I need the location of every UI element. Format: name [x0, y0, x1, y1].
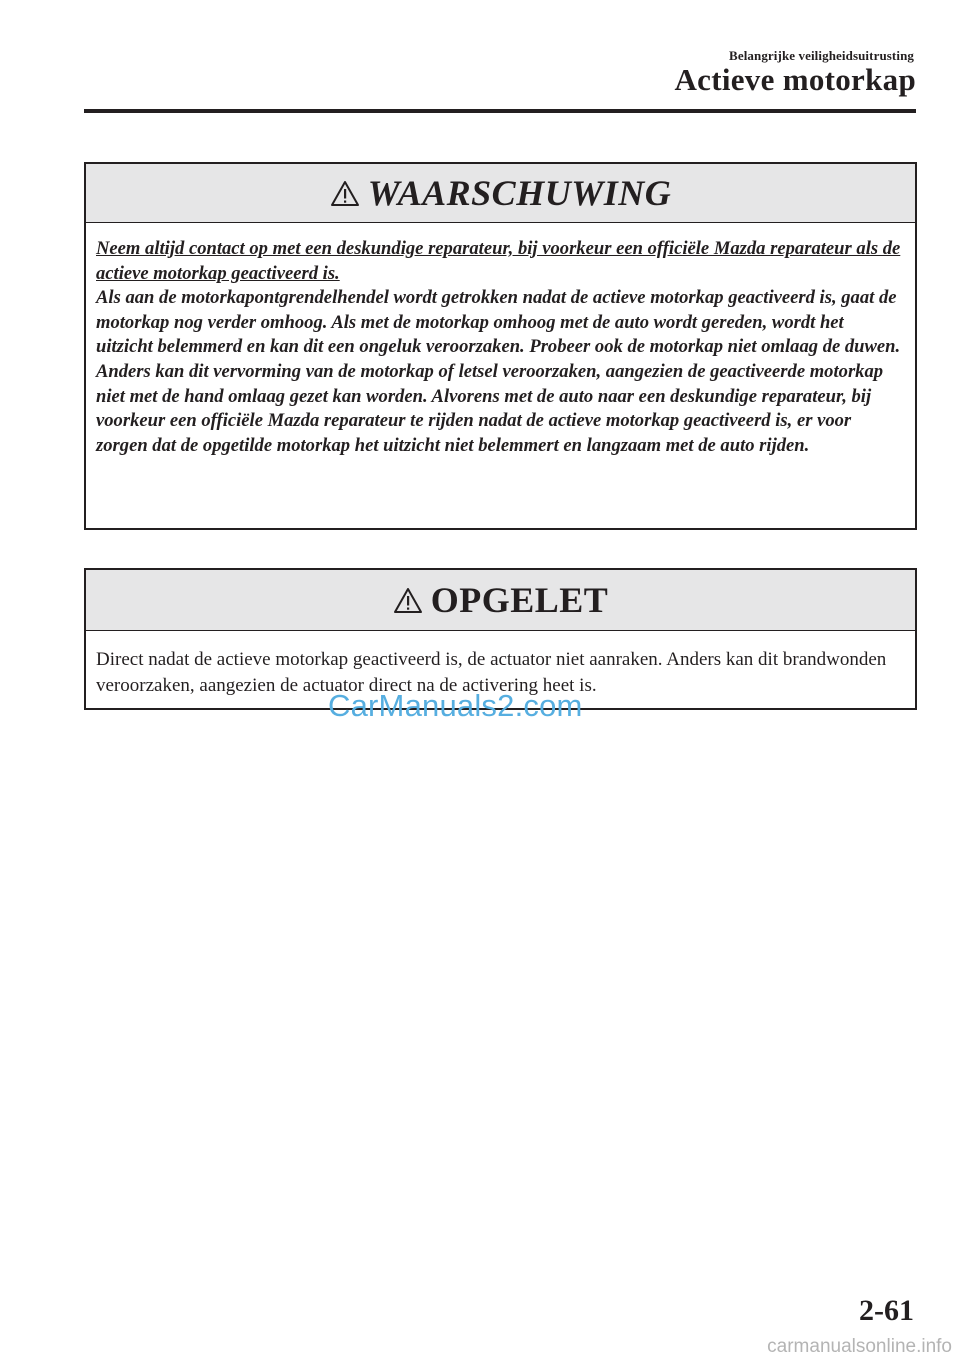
header-divider	[84, 109, 916, 113]
page-title: Actieve motorkap	[674, 62, 916, 97]
warning-triangle-icon	[393, 587, 423, 614]
warning-header	[86, 164, 915, 223]
warning-box	[84, 162, 917, 530]
caution-header	[86, 570, 915, 631]
caution-title: OPGELET	[430, 580, 609, 620]
warning-underlined-text: Neem altijd contact op met een deskundige reparateur, bij voorkeur een officiële Mazda reparateur als de actieve motorkap geactiveerd is.	[96, 238, 901, 284]
warning-triangle-icon	[330, 180, 360, 207]
page-number: 2-61	[859, 1294, 914, 1327]
warning-title: WAARSCHUWING	[367, 173, 672, 213]
caution-body-text: Direct nadat de actieve motorkap geactiveerd is, de actuator niet aanraken. Anders kan dit brandwonden veroorzaken, aangezien de actuator direct na de activering heet is.	[96, 649, 887, 696]
watermark: CarManuals2.com	[328, 688, 583, 723]
warning-body	[86, 223, 915, 458]
section-label: Belangrijke veiligheidsuitrusting	[729, 48, 914, 63]
footer-watermark: carmanualsonline.info	[767, 1336, 952, 1357]
warning-body-text: Als aan de motorkapontgrendelhendel wordt getrokken nadat de actieve motorkap geactiveerd is, gaat de motorkap nog verder omhoog. Als met de motorkap omhoog met de auto wordt gereden, wordt het uitzicht belemmerd en kan dit een ongeluk veroorzaken. Probeer ook de motorkap niet omlaag de duwen. Anders kan dit vervorming van de motorkap of letsel veroorzaken, aangezien de geactiveerde motorkap niet met de hand omlaag gezet kan worden. Alvorens met de auto naar een deskundige reparateur, bij voorkeur een officiële Mazda reparateur te rijden nadat de actieve motorkap geactiveerd is, er voor zorgen dat de opgetilde motorkap het uitzicht niet belemmert en langzaam met de auto rijden.	[96, 287, 901, 456]
